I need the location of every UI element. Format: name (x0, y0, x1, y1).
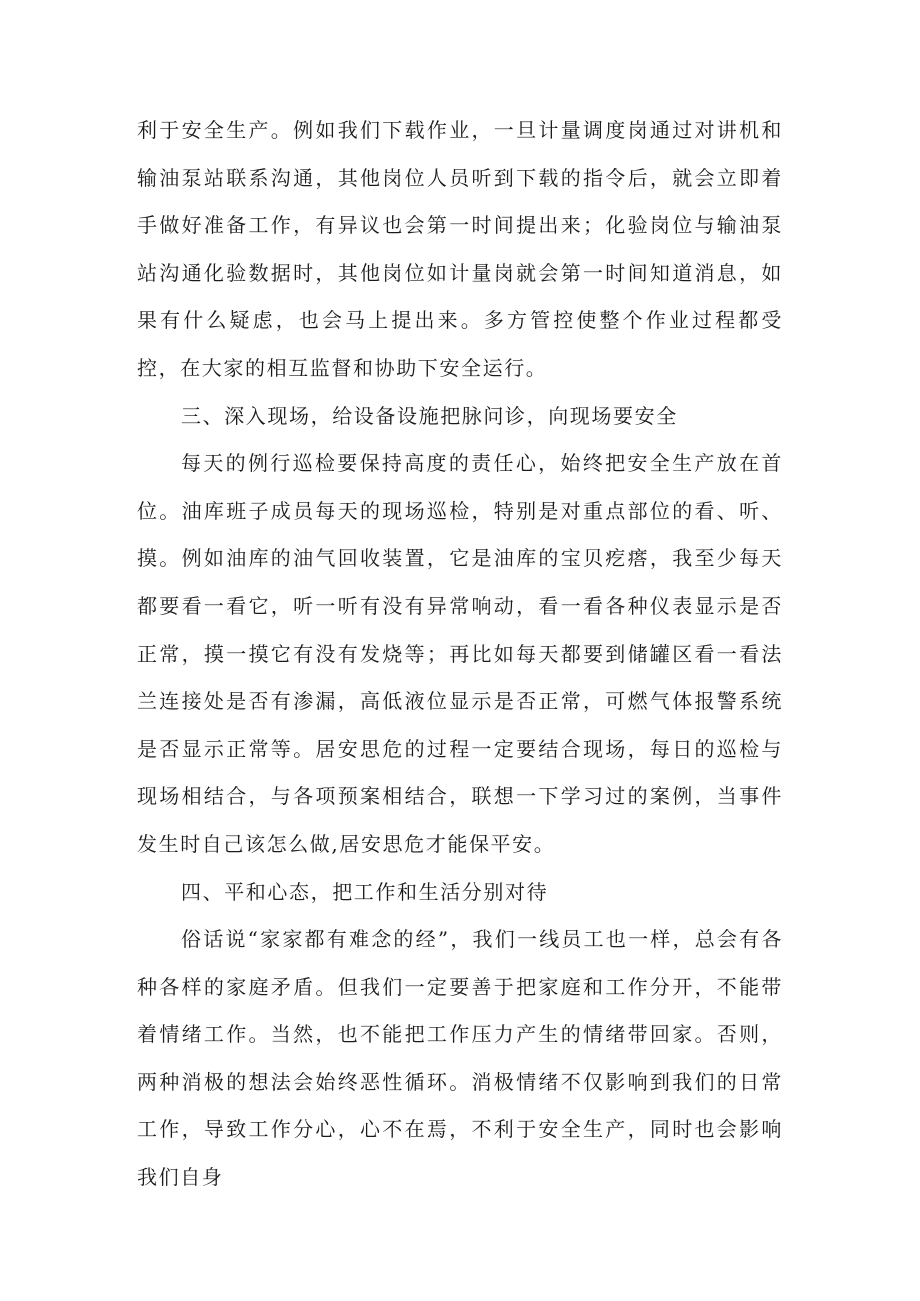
paragraph-mindset: 俗话说“家家都有难念的经”，我们一线员工也一样，总会有各种各样的家庭矛盾。但我们一定要善于把家庭和工作分开，不能带着情绪工作。当然，也不能把工作压力产生的情绪带回家。否则，两种消极的想法会始终恶性循环。消极情绪不仅影响到我们的日常工作，导致工作分心，心不在焉，不利于安全生产，同时也会影响我们自身 (137, 927, 783, 1190)
paragraph-continuation: 利于安全生产。例如我们下载作业，一旦计量调度岗通过对讲机和输油泵站联系沟通，其他岗位人员听到下载的指令后，就会立即着手做好准备工作，有异议也会第一时间提出来；化验岗位与输油泵站沟通化验数据时，其他岗位如计量岗就会第一时间知道消息，如果有什么疑虑，也会马上提出来。多方管控使整个作业过程都受控，在大家的相互监督和协助下安全运行。 (137, 118, 783, 380)
paragraph-inspection: 每天的例行巡检要保持高度的责任心，始终把安全生产放在首位。油库班子成员每天的现场巡检，特别是对重点部位的看、听、摸。例如油库的油气回收装置，它是油库的宝贝疙瘩，我至少每天都要看一看它，听一听有没有异常响动，看一看各种仪表显示是否正常，摸一摸它有没有发烧等；再比如每天都要到储罐区看一看法兰连接处是否有渗漏，高低液位显示是否正常，可燃气体报警系统是否显示正常等。居安思危的过程一定要结合现场，每日的巡检与现场相结合，与各项预案相结合，联想一下学习过的案例，当事件发生时自己该怎么做,居安思危才能保平安。 (137, 451, 783, 856)
section-heading-four: 四、平和心态，把工作和生活分别对待 (181, 879, 549, 904)
document-body (137, 107, 783, 1202)
section-heading-three: 三、深入现场，给设备设施把脉问诊，向现场要安全 (181, 403, 678, 428)
